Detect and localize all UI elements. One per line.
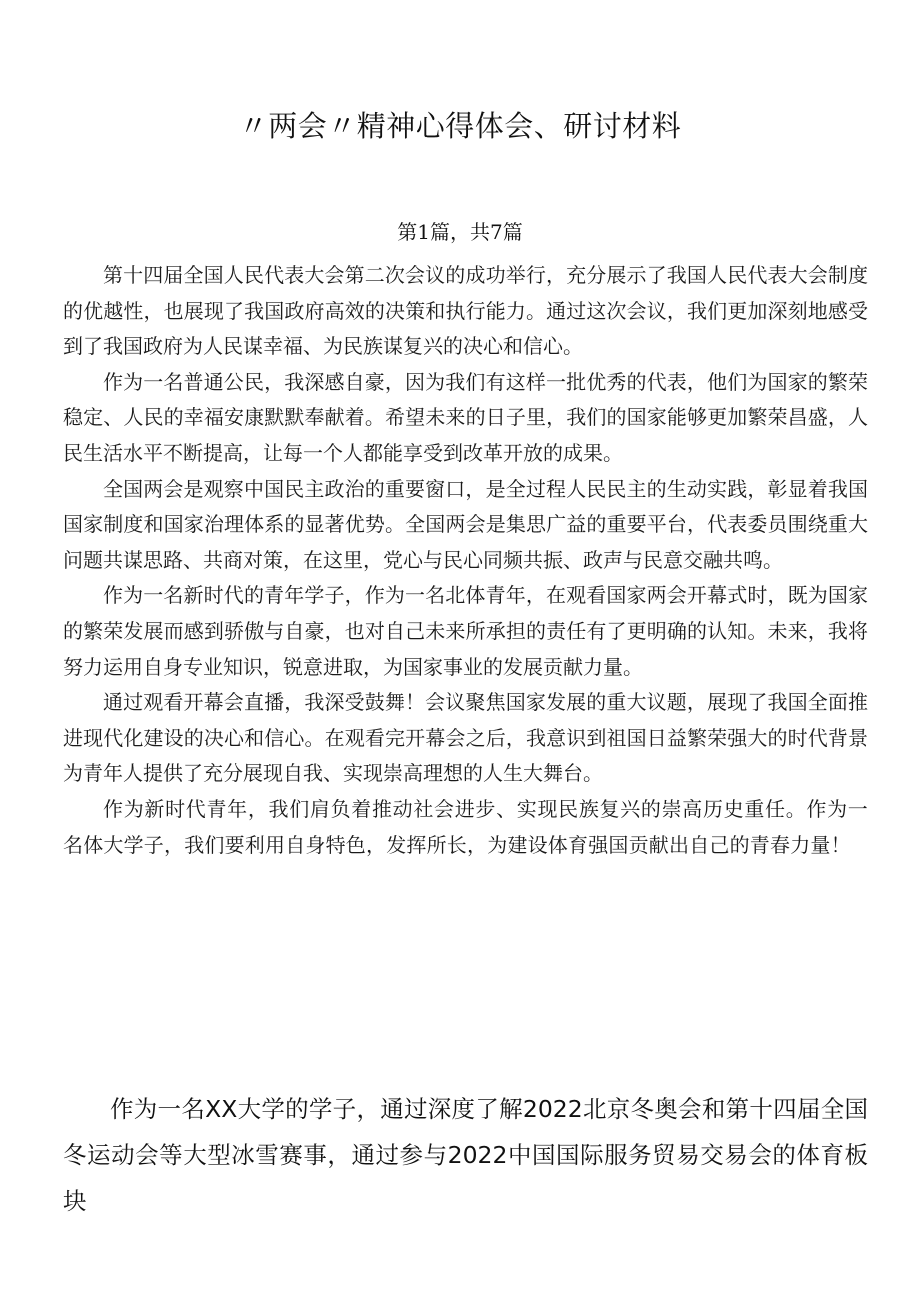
closing-paragraph: 作为一名XX大学的学子，通过深度了解2022北京冬奥会和第十四届全国冬运动会等大型冰雪赛事，通过参与2022中国国际服务贸易交易会的体育板块 — [63, 1095, 868, 1215]
paragraph: 作为一名普通公民，我深感自豪，因为我们有这样一批优秀的代表，他们为国家的繁荣稳定、人民的幸福安康默默奉献着。希望未来的日子里，我们的国家能够更加繁荣昌盛，人民生活水平不断提高，让每一个人都能享受到改革开放的成果。 — [63, 369, 868, 465]
paragraph: 通过观看开幕会直播，我深受鼓舞！会议聚焦国家发展的重大议题，展现了我国全面推进现代化建设的决心和信心。在观看完开幕会之后，我意识到祖国日益繁荣强大的时代背景为青年人提供了充分展现自我、实现崇高理想的人生大舞台。 — [63, 690, 868, 786]
paragraph: 全国两会是观察中国民主政治的重要窗口，是全过程人民民主的生动实践，彰显着我国国家制度和国家治理体系的显著优势。全国两会是集思广益的重要平台，代表委员围绕重大问题共谋思路、共商对策，在这里，党心与民心同频共振、政声与民意交融共鸣。 — [63, 476, 868, 572]
document-title: 〃两会〃精神心得体会、研讨材料 — [238, 109, 682, 143]
paragraph: 作为新时代青年，我们肩负着推动社会进步、实现民族复兴的崇高历史重任。作为一名体大学子，我们要利用自身特色，发挥所长，为建设体育强国贡献出自己的青春力量！ — [63, 796, 868, 857]
part-label: 第1篇，共7篇 — [397, 220, 523, 244]
paragraph: 第十四届全国人民代表大会第二次会议的成功举行，充分展示了我国人民代表大会制度的优越性，也展现了我国政府高效的决策和执行能力。通过这次会议，我们更加深刻地感受到了我国政府为人民谋幸福、为民族谋复兴的决心和信心。 — [63, 263, 868, 359]
closing-section — [63, 1086, 868, 1224]
paragraph: 作为一名新时代的青年学子，作为一名北体青年，在观看国家两会开幕式时，既为国家的繁荣发展而感到骄傲与自豪，也对自己未来所承担的责任有了更明确的认知。未来，我将努力运用自身专业知识，锐意进取，为国家事业的发展贡献力量。 — [63, 583, 868, 679]
document-body — [63, 258, 868, 863]
